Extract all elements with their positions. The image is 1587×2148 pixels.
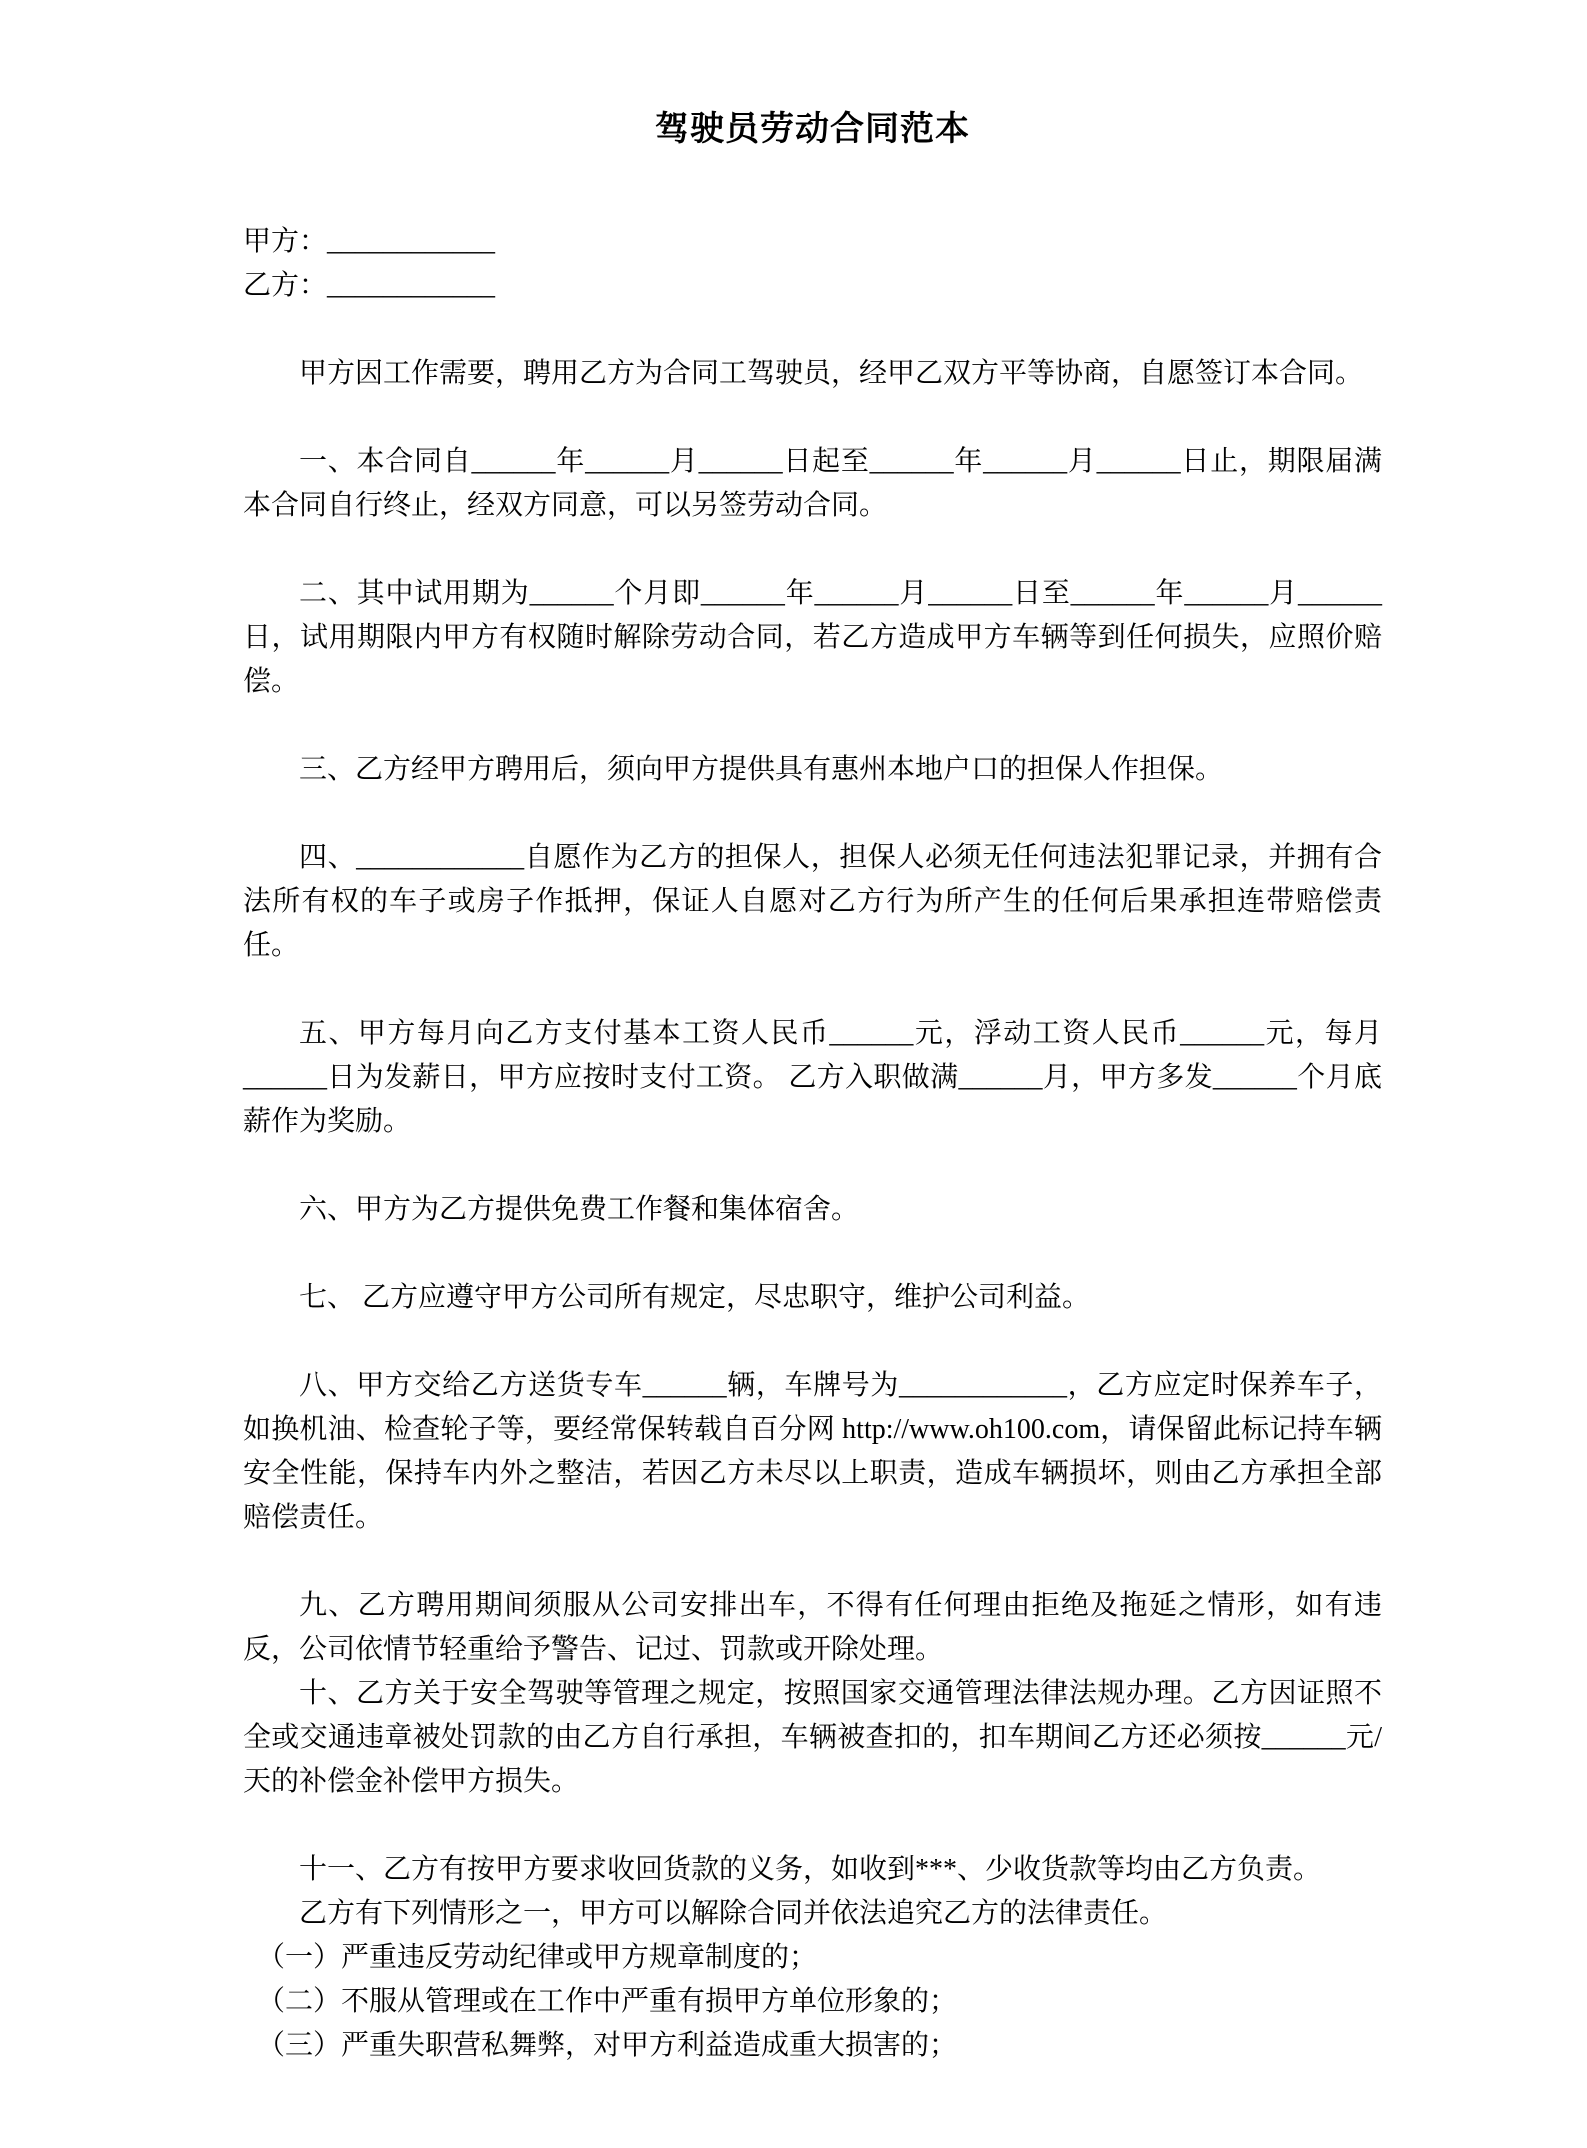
paragraph-clause-9: 九、乙方聘用期间须服从公司安排出车，不得有任何理由拒绝及拖延之情形，如有违反，公司依情节轻重给予警告、记过、罚款或开除处理。 [243, 1590, 1382, 1665]
paragraph-termination-item-2: （二）不服从管理或在工作中严重有损甲方单位形象的； [257, 1986, 958, 2017]
party-a-line [243, 220, 1382, 264]
paragraph-clause-8: 八、甲方交给乙方送货专车______辆，车牌号为____________，乙方应定时保养车子，如换机油、检查轮子等，要经常保转载自百分网 http://www.oh100.com，请保留此标记持车辆安全性能，保持车内外之整洁，若因乙方未尽以上职责，造成车辆损坏，则由乙方承担全部赔偿责任。 [243, 1370, 1382, 1533]
party-a-blank-field: ____________ [327, 226, 496, 257]
party-b-label: 乙方： [243, 270, 328, 301]
paragraph-clause-6: 六、甲方为乙方提供免费工作餐和集体宿舍。 [299, 1194, 860, 1225]
paragraph-intro: 甲方因工作需要，聘用乙方为合同工驾驶员，经甲乙双方平等协商，自愿签订本合同。 [299, 358, 1364, 389]
paragraph-termination-item-3: （三）严重失职营私舞弊，对甲方利益造成重大损害的； [257, 2030, 958, 2061]
paragraph-clause-2: 二、其中试用期为______个月即______年______月______日至______年______月______日，试用期限内甲方有权随时解除劳动合同，若乙方造成甲方车辆等到任何损失，应照价赔偿。 [243, 578, 1382, 697]
party-b-blank-field: ____________ [327, 270, 496, 301]
paragraph-clause-7: 七、 乙方应遵守甲方公司所有规定，尽忠职守，维护公司利益。 [299, 1282, 1091, 1313]
party-b-line [243, 264, 1382, 308]
paragraph-clause-5: 五、甲方每月向乙方支付基本工资人民币______元，浮动工资人民币______元，每月______日为发薪日，甲方应按时支付工资。 乙方入职做满______月，甲方多发______个月底薪作为奖励。 [243, 1018, 1382, 1137]
paragraph-clause-1: 一、本合同自______年______月______日起至______年______月______日止，期限届满本合同自行终止，经双方同意，可以另签劳动合同。 [243, 446, 1382, 521]
paragraph-termination-intro: 乙方有下列情形之一，甲方可以解除合同并依法追究乙方的法律责任。 [299, 1898, 1168, 1929]
paragraph-clause-3: 三、乙方经甲方聘用后，须向甲方提供具有惠州本地户口的担保人作担保。 [299, 754, 1224, 785]
paragraph-clause-10: 十、乙方关于安全驾驶等管理之规定，按照国家交通管理法律法规办理。乙方因证照不全或交通违章被处罚款的由乙方自行承担，车辆被查扣的，扣车期间乙方还必须按______元/天的补偿金补偿甲方损失。 [243, 1678, 1382, 1797]
paragraph-termination-item-1: （一）严重违反劳动纪律或甲方规章制度的； [257, 1942, 818, 1973]
paragraph-clause-11: 十一、乙方有按甲方要求收回货款的义务，如收到***、少收货款等均由乙方负责。 [299, 1854, 1322, 1885]
party-a-label: 甲方： [243, 226, 328, 257]
paragraph-clause-4: 四、____________自愿作为乙方的担保人，担保人必须无任何违法犯罪记录，并拥有合法所有权的车子或房子作抵押，保证人自愿对乙方行为所产生的任何后果承担连带赔偿责任。 [243, 842, 1382, 961]
document-title: 驾驶员劳动合同范本 [655, 111, 970, 148]
